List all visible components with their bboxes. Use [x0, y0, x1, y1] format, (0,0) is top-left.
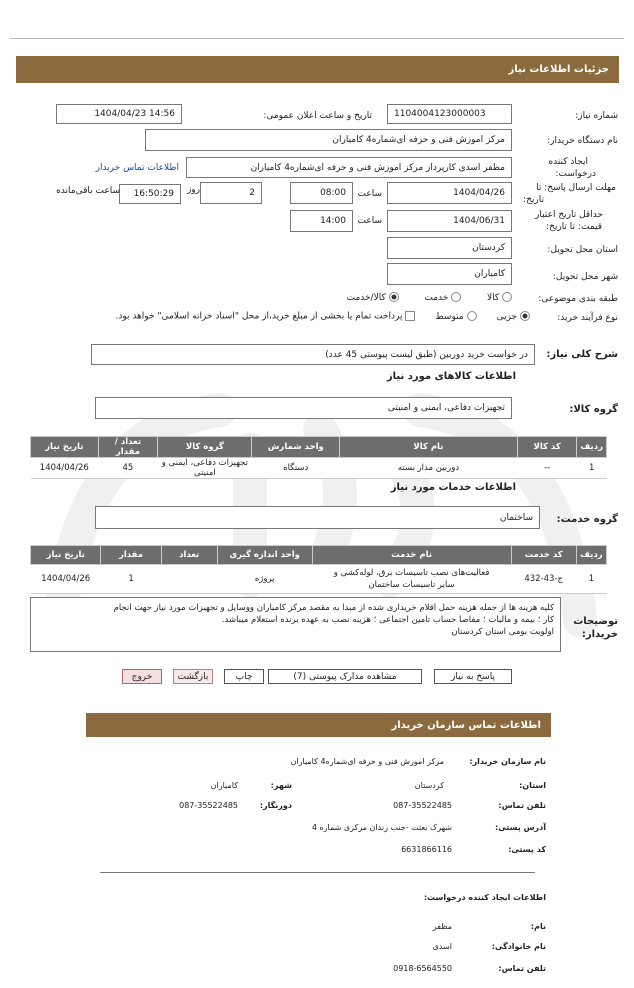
goods-col-name: نام کالا [340, 437, 518, 458]
announce-label: تاریخ و ساعت اعلان عمومی: [263, 111, 372, 121]
announce-field: 1404/04/23 14:56 [56, 104, 182, 124]
services-group-label: گروه خدمت: [556, 514, 618, 525]
province-field: کردستان [387, 237, 512, 259]
creator-label: ایجاد کننده [548, 157, 588, 167]
radio-service-circle[interactable] [451, 292, 461, 302]
creator-label-2: درخواست: [555, 169, 596, 179]
notes-line-2: کار ؛ بیمه و مالیات ؛ مفاصا حساب تامین اجتماعی ؛ هزینه نصب به عهده برنده استعلام میباشد. [221, 615, 554, 625]
goods-group-field: تجهیزات دفاعی، ایمنی و امنیتی [95, 397, 512, 419]
goods-col-code: کد کالا [517, 437, 577, 458]
summary-field: در خواست خرید دوربین (طبق لیست پیوستی 45 عدد) [91, 344, 535, 365]
services-col-code: کد خدمت [511, 546, 576, 565]
day-label: روز [186, 185, 200, 195]
services-table [30, 545, 607, 594]
validity-label: حداقل تاریخ اعتبار [535, 210, 603, 220]
creator-tel-value: 0918-6564550 [393, 964, 452, 973]
radio-service-label: خدمت [424, 292, 449, 303]
deadline-time-field: 08:00 [290, 182, 353, 204]
contact-fax-value: 087-35522485 [179, 801, 238, 810]
services-cell-amount: 1 [101, 565, 161, 594]
city-field: کامیاران [387, 263, 512, 285]
reply-button[interactable]: پاسخ به نیاز [434, 669, 512, 684]
day-count-field: 2 [200, 182, 262, 204]
creator-tel-label: تلفن تماس: [498, 964, 546, 973]
treasury-checkbox[interactable] [405, 311, 415, 321]
services-cell-name [312, 565, 511, 594]
services-col-count: تعداد [161, 546, 217, 565]
remaining-label: ساعت باقی‌مانده [56, 186, 120, 196]
contact-fax-label: دورنگار: [259, 801, 292, 810]
goods-cell-date: 1404/04/26 [31, 458, 99, 479]
goods-col-group: گروه کالا [158, 437, 252, 458]
payment-note: پرداخت تمام یا بخشی از مبلغ خرید،از محل "اسناد خزانه اسلامی" خواهد بود. [115, 311, 403, 322]
contact-header: اطلاعات تماس سازمان خریدار [86, 713, 551, 737]
validity-date-field: 1404/06/31 [387, 210, 512, 232]
goods-table [30, 436, 607, 479]
goods-cell-row: 1 [577, 458, 607, 479]
deadline-label-2: تاریخ: [523, 195, 544, 205]
radio-both[interactable] [347, 293, 399, 303]
services-cell-date: 1404/04/26 [31, 565, 101, 594]
category-radio-group [300, 292, 512, 303]
radio-medium-circle[interactable] [467, 311, 477, 321]
services-name-line2: سایر تاسیسات ساختمان [368, 580, 455, 590]
services-col-unit: واحد اندازه گیری [217, 546, 312, 565]
exit-button[interactable]: خروج [122, 669, 162, 684]
contact-address-value: شهرک بعثت -جنب زندان مرکزی شماره 4 [311, 823, 452, 832]
radio-medium-label: متوسط [435, 311, 464, 322]
goods-group-label: گروه کالا: [569, 404, 618, 415]
contact-org-value: مرکز اموزش فنی و حرفه ای‌شماره4 کامیاران [290, 757, 444, 766]
radio-partial-circle[interactable] [520, 311, 530, 321]
deadline-date-field: 1404/04/26 [387, 182, 512, 204]
services-group-field: ساختمان [95, 506, 540, 529]
deadline-label: مهلت ارسال پاسخ: تا [536, 183, 616, 193]
goods-col-date: تاریخ نیاز [31, 437, 99, 458]
services-cell-count [161, 565, 217, 594]
category-label: طبقه بندی موضوعی: [538, 294, 618, 304]
radio-partial-label: جزیی [496, 311, 518, 322]
goods-cell-group: تجهیزات دفاعی، ایمنی و امنیتی [158, 458, 252, 479]
radio-partial[interactable] [497, 312, 530, 322]
remaining-time-field: 16:50:29 [119, 184, 181, 204]
goods-col-row: ردیف [577, 437, 607, 458]
contact-province-label: استان: [519, 781, 546, 790]
notes-box [30, 597, 561, 652]
radio-goods-label: کالا [486, 292, 500, 303]
buyer-contact-link[interactable]: اطلاعات تماس خریدار [95, 163, 179, 173]
goods-col-unit: واحد شمارش [252, 437, 340, 458]
need-number-field: 1104004123000003 [387, 104, 512, 124]
contact-address-label: آدرس پستی: [495, 823, 546, 832]
goods-section-title: اطلاعات کالاهای مورد نیاز [386, 371, 516, 382]
goods-cell-name: دوربین مدار بسته [340, 458, 518, 479]
services-cell-row: 1 [576, 565, 606, 594]
services-col-name: نام خدمت [312, 546, 511, 565]
goods-col-qty: تعداد / مقدار [98, 437, 158, 458]
services-col-date: تاریخ نیاز [31, 546, 101, 565]
buyer-org-field: مرکز اموزش فنی و حرفه ای‌شماره4 کامیاران [145, 129, 512, 151]
page-header: جزئیات اطلاعات نیاز [16, 56, 619, 83]
creator-name-value: مظفر [432, 922, 452, 931]
contact-postal-label: کد پستی: [508, 845, 546, 854]
creator-family-label: نام خانوادگی: [491, 942, 546, 951]
goods-cell-unit: دستگاه [252, 458, 340, 479]
services-table-header [31, 546, 607, 565]
notes-label: توضیحات [573, 616, 618, 627]
contact-city-value: کامیاران [210, 781, 238, 790]
radio-goods-circle[interactable] [502, 292, 512, 302]
creator-name-label: نام: [530, 922, 546, 931]
process-radio-group [52, 311, 530, 322]
contact-province-value: کردستان [414, 781, 444, 790]
table-row [31, 565, 607, 594]
contact-phone-label: تلفن تماس: [498, 801, 546, 810]
services-section-title: اطلاعات خدمات مورد نیاز [390, 482, 516, 493]
radio-medium[interactable] [435, 312, 476, 322]
validity-label-2: قیمت: تا تاریخ: [546, 222, 602, 232]
print-button[interactable]: چاپ [224, 669, 264, 684]
services-name-line1: فعالیت‌های نصب تاسیسات برق، لوله‌کشی و [333, 568, 490, 578]
goods-cell-qty: 45 [98, 458, 158, 479]
notes-line-3: اولویت بومی استان کردستان [451, 627, 554, 637]
contact-divider [100, 872, 535, 873]
services-col-row: ردیف [576, 546, 606, 565]
notes-label-2: خریدار: [581, 629, 618, 640]
radio-service[interactable] [424, 293, 461, 303]
services-cell-code: ج-43-432 [511, 565, 576, 594]
radio-goods[interactable] [487, 293, 512, 303]
validity-time-label: ساعت [357, 216, 382, 226]
back-button[interactable]: بازگشت [173, 669, 213, 684]
deadline-time-label: ساعت [357, 189, 382, 199]
process-label: نوع فرآیند خرید: [557, 313, 618, 323]
need-number-label: شماره نیاز: [575, 111, 618, 121]
table-row [31, 458, 607, 479]
services-col-amount: مقدار [101, 546, 161, 565]
top-divider [10, 38, 624, 39]
creator-info-title: اطلاعات ایجاد کننده درخواست: [423, 893, 546, 902]
contact-phone-value: 087-35522485 [393, 801, 452, 810]
attachments-button[interactable]: مشاهده مدارک پیوستی (7) [268, 669, 422, 684]
contact-city-label: شهر: [270, 781, 292, 790]
creator-field: مظفر اسدی کارپرداز مرکز اموزش فنی و حرفه ای‌شماره4 کامیاران [186, 157, 512, 178]
radio-both-circle[interactable] [389, 292, 399, 302]
validity-time-field: 14:00 [290, 210, 353, 232]
radio-both-label: کالا/خدمت [346, 292, 386, 303]
contact-postal-value: 6631866116 [401, 845, 452, 854]
city-label: شهر محل تحویل: [552, 272, 618, 282]
buyer-org-label: نام دستگاه خریدار: [547, 136, 618, 146]
services-cell-unit: پروژه [217, 565, 312, 594]
goods-table-header [31, 437, 607, 458]
summary-label: شرح کلی نیاز: [546, 349, 618, 360]
goods-cell-code: -- [517, 458, 577, 479]
notes-line-1: کلیه هزینه ها از جمله هزینه حمل اقلام خریداری شده از مبدا به مقصد مرکز کامیاران ووسایل و تجهیزات مورد نیاز جهت انجام [113, 603, 554, 613]
contact-org-label: نام سازمان خریدار: [469, 757, 546, 766]
province-label: استان محل تحویل: [547, 245, 618, 255]
creator-family-value: اسدی [432, 942, 452, 951]
